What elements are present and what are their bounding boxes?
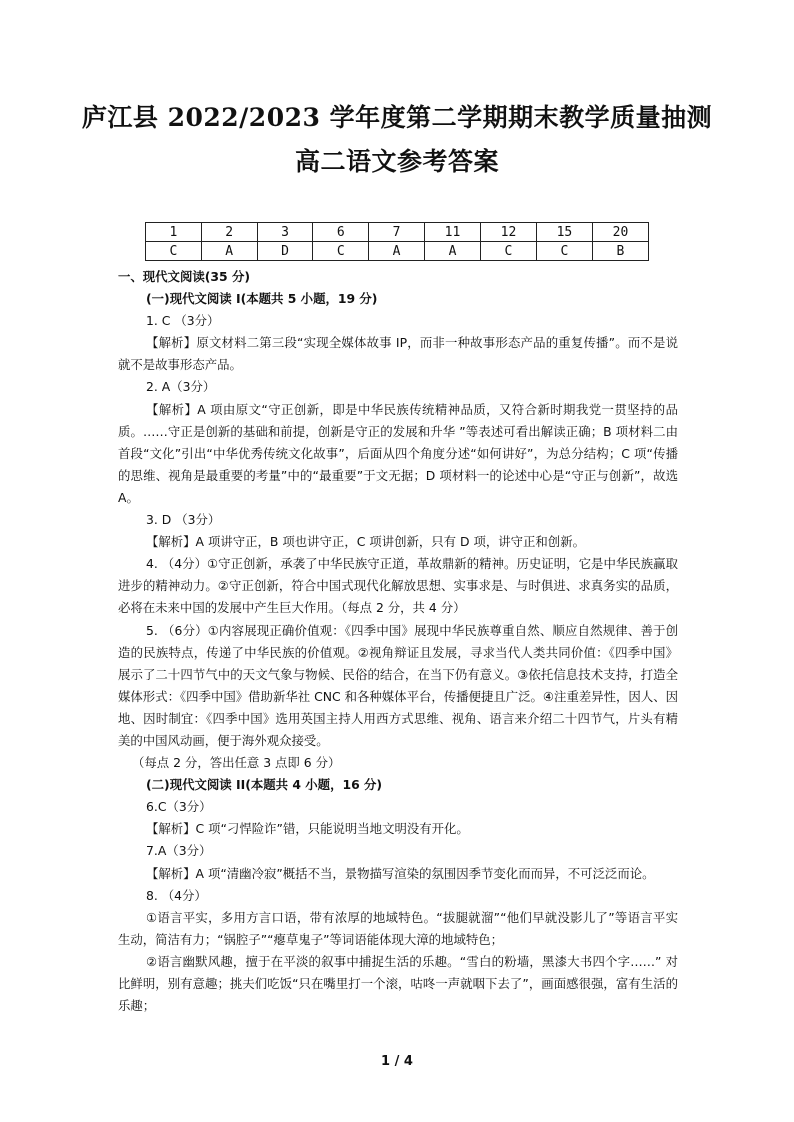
question-analysis: 【解析】C 项“刁悍险诈”错，只能说明当地文明没有开化。 [146,821,469,837]
section-heading: 一、现代文阅读(35 分) [118,269,251,284]
answer-point: ②语言幽默风趣，擅于在平淡的叙事中捕捉生活的乐趣。“雪白的粉墙，黑漆大书四个字……” 对比鲜明，别有意趣；挑夫们吃饭“只在嘴里打一个滚，咕咚一声就咽下去了”，画面感很强，富有生活的乐趣； [118,953,678,1014]
answer-cell: B [592,242,648,261]
answer-cell: A [369,242,425,261]
answer-cell: C [480,242,536,261]
question-answer: 4. （4分）①守正创新，承袭了中华民族守正道，革故鼎新的精神。历史证明，它是中华民族赢取进步的精神动力。②守正创新，符合中国式现代化解放思想、实事求是、与时俱进、求真务实的品质，必将在未来中国的发展中产生巨大作用。（每点 2 分，共 4 分） [118,556,678,616]
question-number-cell: 2 [201,223,257,242]
answer-cell: C [536,242,592,261]
answer-body [118,266,678,1017]
subsection-heading: (二)现代文阅读 II(本题共 4 小题，16 分) [146,777,383,793]
answer-cell: A [424,242,480,261]
answer-cell: A [201,242,257,261]
question-number-cell: 11 [424,223,480,242]
answer-table-number-row [146,223,649,242]
question-answer: 5. （6分）①内容展现正确价值观：《四季中国》展现中华民族尊重自然、顺应自然规律、善于创造的民族特点，传递了中华民族的价值观。②视角辩证且发展，寻求当代人类共同价值：《四季中国》展示了二十四节气中的天文气象与物候、民俗的结合，在当下仍有意义。③依托信息技术支持，打造全媒体形式：《四季中国》借助新华社 CNC 和各种媒体平台，传播便捷且广泛。④注重差异性，因人、因地、因时制宜：《四季中国》选用英国主持人用西方式思维、视角、语言来介绍二十四节气，片头有精美的中国风动画，便于海外观众接受。 [118,622,678,748]
answer-cell: C [146,242,202,261]
document-title: 庐江县 2022/2023 学年度第二学期期末教学质量抽测 [81,103,713,132]
answer-cell: C [313,242,369,261]
answer-point: ①语言平实，多用方言口语，带有浓厚的地域特色。“拔腿就溜”“他们早就没影儿了”等语言平实生动，简洁有力；“锅腔子”“瘪草鬼子”等词语能体现大漳的地域特色； [118,909,678,947]
page-number: 1 / 4 [381,1054,413,1069]
question-number-cell: 20 [592,223,648,242]
question-analysis: 【解析】A 项由原文“守正创新，即是中华民族传统精神品质，又符合新时期我党一贯坚持的品质。……守正是创新的基础和前提，创新是守正的发展和升华 ”等表述可看出解读正确；B 项材料二由首段“文化”引出“中华优秀传统文化故事”，后面从四个角度分述“如何讲好”，为总分结构；C 项“传播的思维、视角是最重要的考量”中的“最重要”于文无据；D 项材料一的论述中心是“守正与创新”，故选 A。 [118,401,678,505]
question-answer: 2. A（3分） [146,379,216,395]
question-number-cell: 1 [146,223,202,242]
question-number-cell: 6 [313,223,369,242]
question-analysis: 【解析】A 项讲守正，B 项也讲守正，C 项讲创新，只有 D 项，讲守正和创新。 [146,534,585,550]
question-answer: 8. （4分） [146,887,207,903]
question-analysis: 【解析】原文材料二第三段“实现全媒体故事 IP，而非一种故事形态产品的重复传播”。而不是说就不是故事形态产品。 [118,335,678,373]
question-number-cell: 7 [369,223,425,242]
answer-table-answer-row [146,242,649,261]
question-number-cell: 3 [257,223,313,242]
answer-table [145,222,649,261]
document-subtitle: 高二语文参考答案 [294,147,499,176]
question-answer: 6.C（3分） [146,799,212,815]
subsection-heading: (一)现代文阅读 I(本题共 5 小题，19 分) [146,291,378,307]
question-number-cell: 15 [536,223,592,242]
question-analysis: 【解析】A 项“清幽冷寂”概括不当，景物描写渲染的氛围因季节变化而而异，不可泛泛而论。 [146,865,655,881]
question-number-cell: 12 [480,223,536,242]
answer-cell: D [257,242,313,261]
question-answer: 3. D （3分） [146,512,221,528]
scoring-note: （每点 2 分，答出任意 3 点即 6 分） [132,755,341,771]
question-answer: 1. C （3分） [146,313,220,329]
question-answer: 7.A（3分） [146,843,212,859]
